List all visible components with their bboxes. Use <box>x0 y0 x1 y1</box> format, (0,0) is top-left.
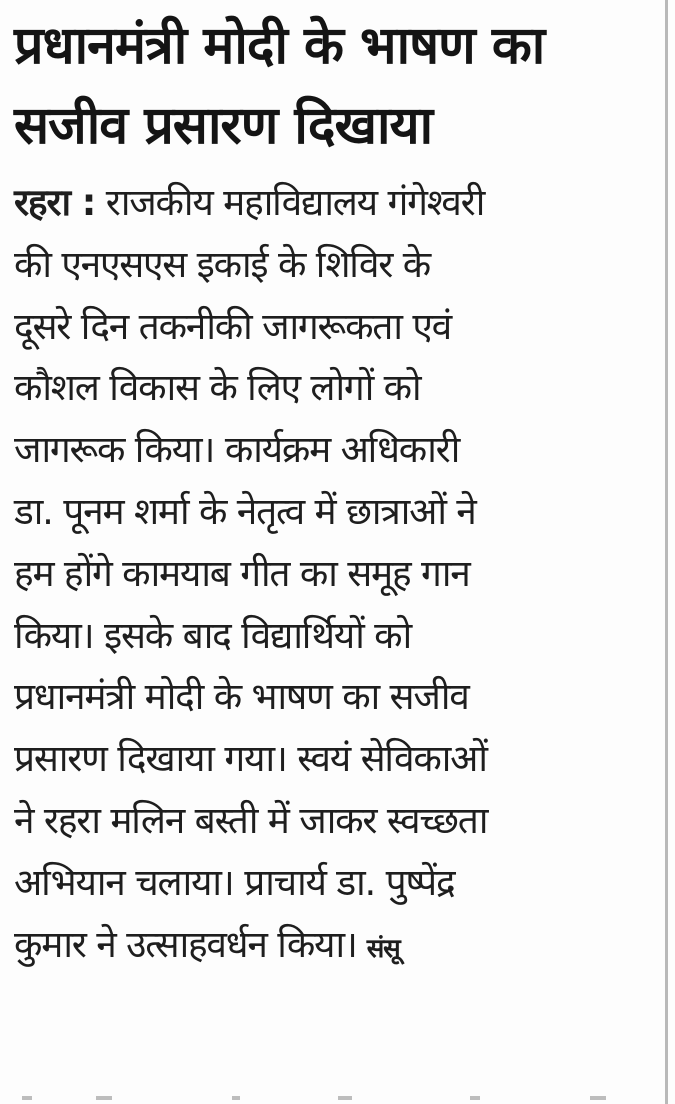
body-line-3: दूसरे दिन तकनीकी जागरूकता एवं <box>14 304 451 348</box>
body-line-1-text: राजकीय महाविद्यालय गंगेश्वरी <box>105 181 485 224</box>
body-line-13-text: कुमार ने उत्साहवर्धन किया। <box>14 922 357 966</box>
body-line-8: किया। इसके बाद विद्यार्थियों को <box>14 613 411 657</box>
headline-line-1: प्रधानमंत्री मोदी के भाषण का <box>14 16 545 76</box>
headline <box>14 6 654 166</box>
body-line-12: अभियान चलाया। प्राचार्य डा. पुष्पेंद्र <box>14 860 455 904</box>
body-line-2: की एनएसएस इकाई के शिविर के <box>14 242 430 286</box>
article-body <box>14 172 654 980</box>
body-line-13 <box>14 914 654 981</box>
headline-line-2: सजीव प्रसारण दिखाया <box>14 96 433 156</box>
dateline: रहरा : <box>14 181 96 224</box>
body-line-4: कौशल विकास के लिए लोगों को <box>14 366 421 410</box>
body-line-6: डा. पूनम शर्मा के नेतृत्व में छात्राओं ने <box>14 489 476 533</box>
column-rule <box>665 0 668 1104</box>
body-line-10: प्रसारण दिखाया गया। स्वयं सेविकाओं <box>14 737 487 781</box>
body-line-11: ने रहरा मलिन बस्ती में जाकर स्वच्छता <box>14 798 488 842</box>
body-line-7: हम होंगे कामयाब गीत का समूह गान <box>14 551 470 595</box>
next-article-cutoff <box>0 1090 664 1104</box>
body-line-5: जागरूक किया। कार्यक्रम अधिकारी <box>14 428 460 472</box>
reporter-credit: संसू <box>366 933 400 964</box>
body-line-1 <box>14 172 654 234</box>
body-line-9: प्रधानमंत्री मोदी के भाषण का सजीव <box>14 675 469 719</box>
